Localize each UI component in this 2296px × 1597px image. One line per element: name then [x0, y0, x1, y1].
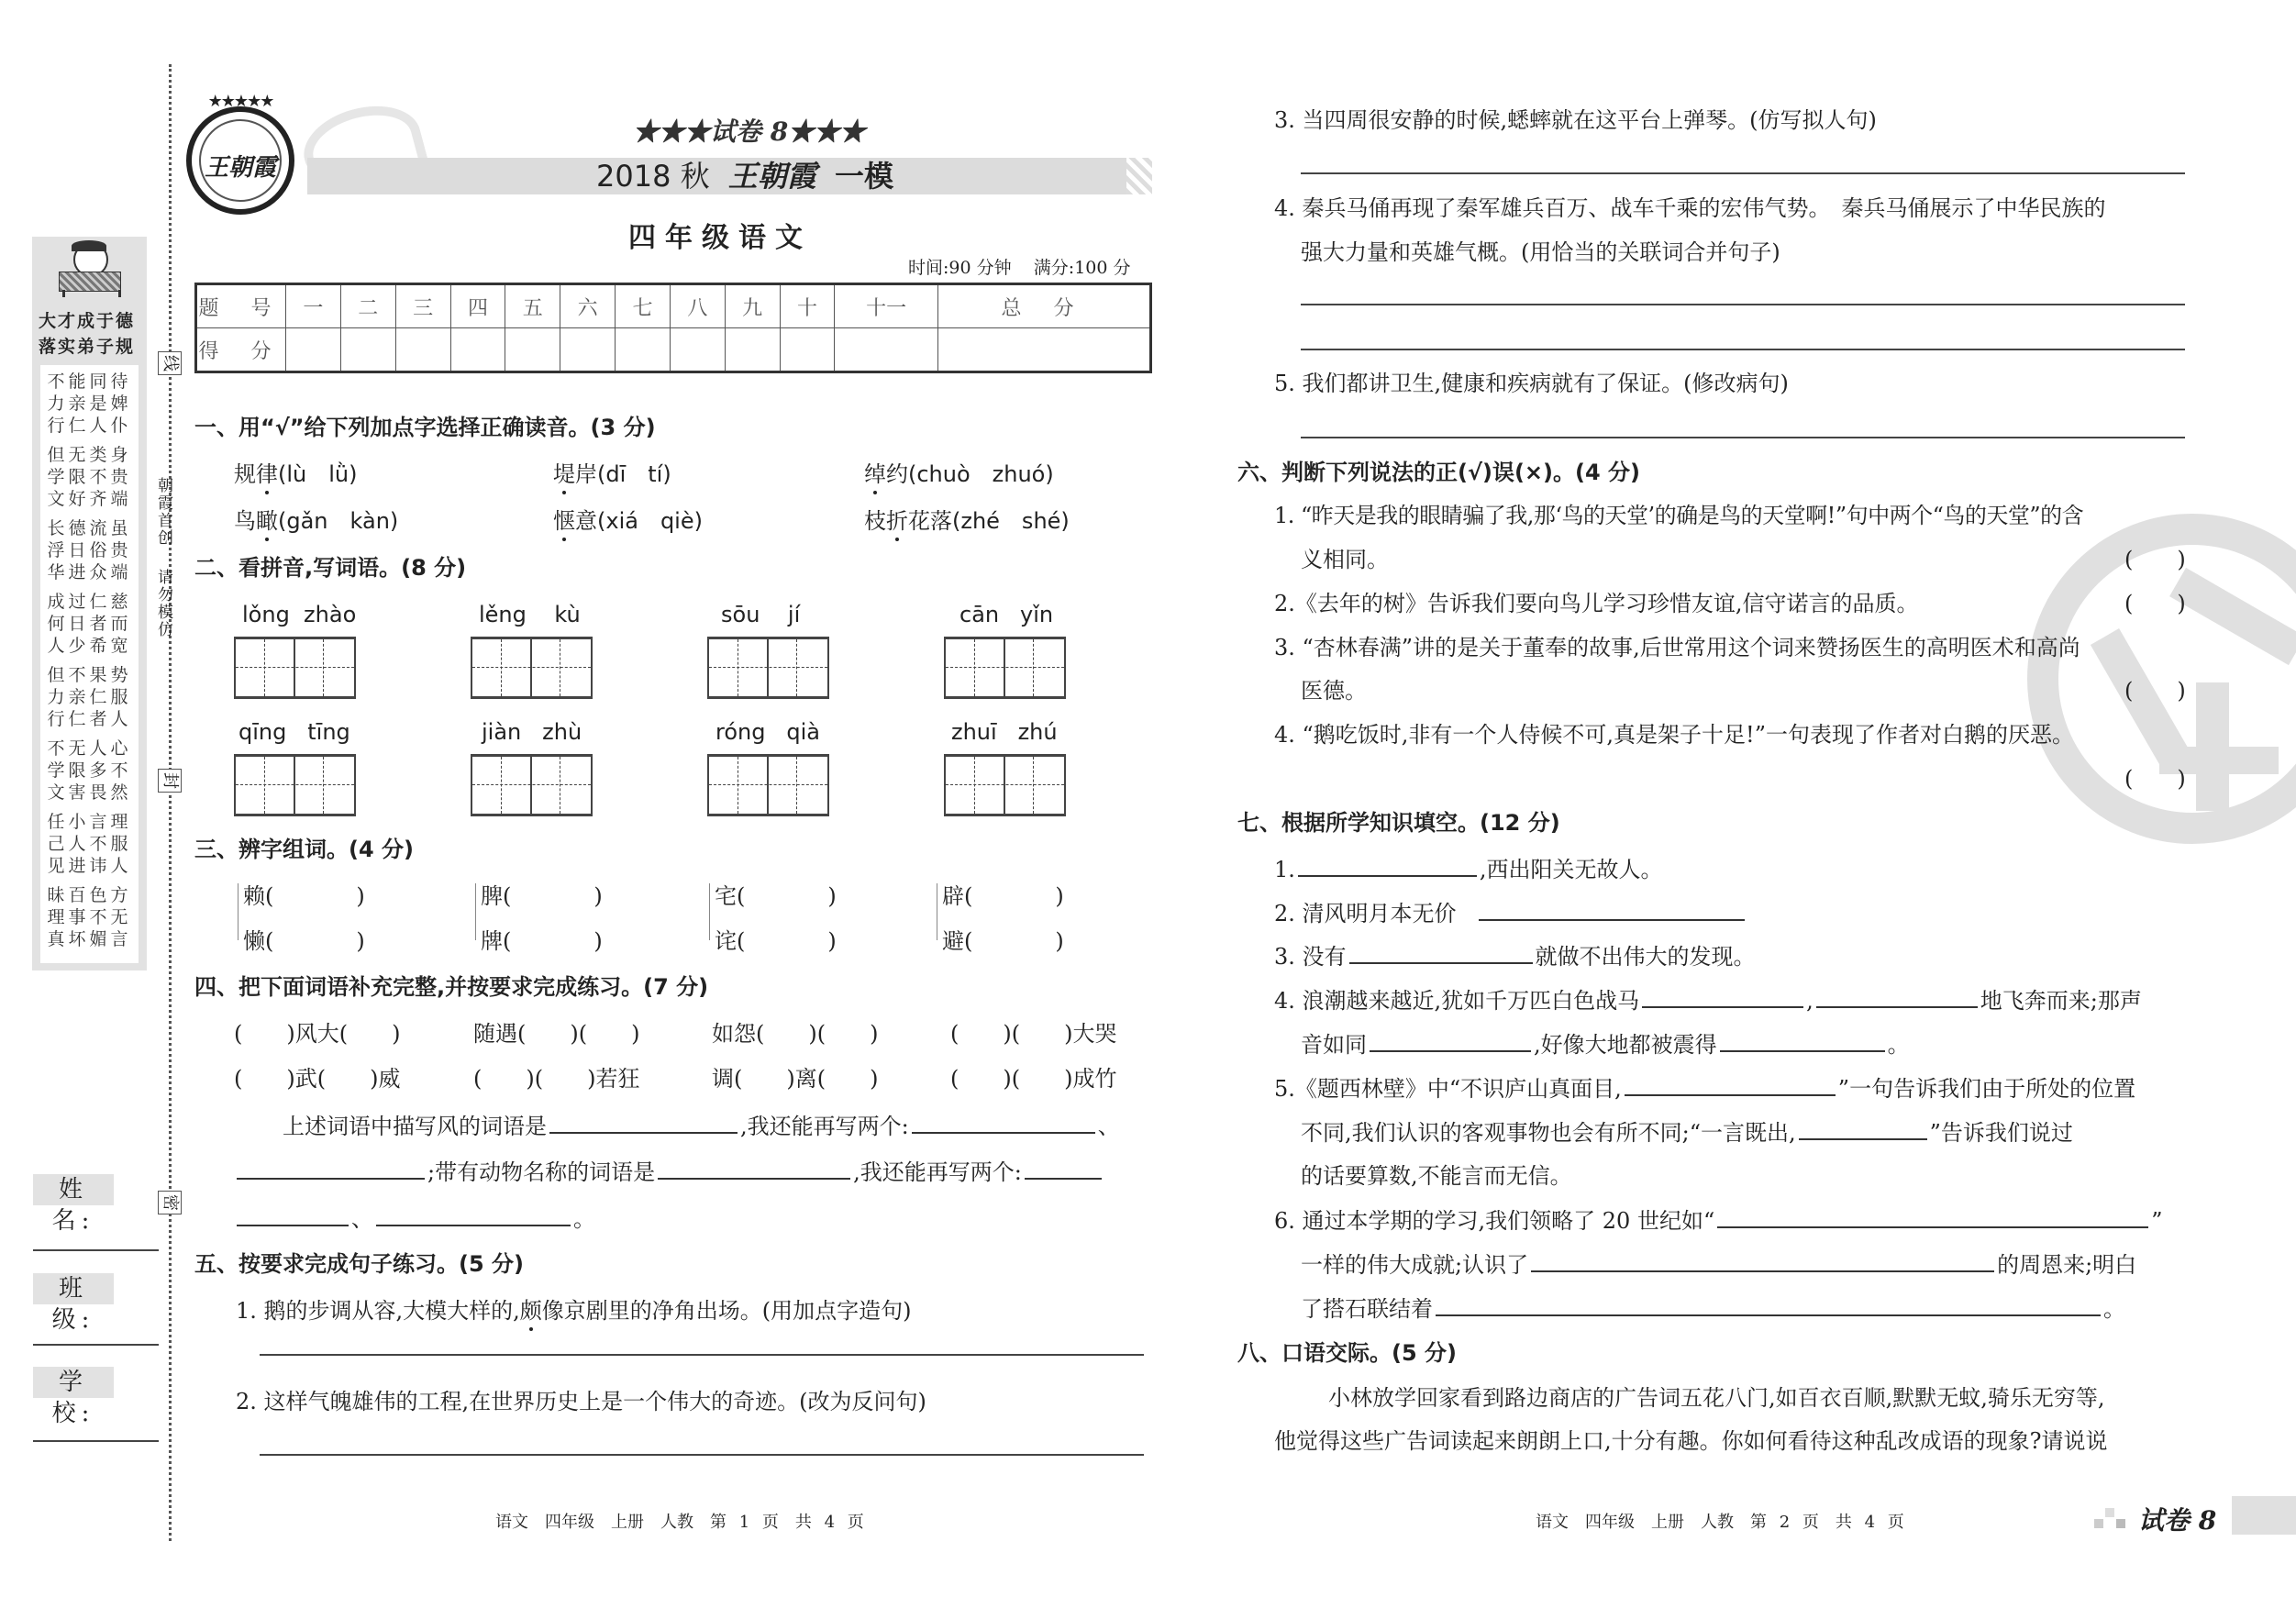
- pair-brace: [709, 883, 710, 940]
- binding-mark-secret: 密: [158, 1191, 182, 1214]
- title-year: 2018 秋: [596, 159, 710, 194]
- question-5-3: 3. 当四周很安静的时候,蟋蟀就在这平台上弹琴。(仿写拟人句): [1274, 107, 1877, 133]
- fill-item-cont: 了搭石联结着 。: [1301, 1296, 2125, 1322]
- answer-blank[interactable]: [1531, 1250, 1994, 1272]
- brand-logo: [186, 92, 294, 215]
- header-cell: 十一: [835, 284, 937, 328]
- judgement-answer[interactable]: ( ): [2124, 766, 2186, 792]
- score-cell[interactable]: [725, 328, 780, 372]
- cartoon-student-icon: [57, 240, 121, 303]
- word-group-item[interactable]: 脾( ): [481, 883, 603, 909]
- pinyin-options[interactable]: (lù lǜ): [278, 461, 358, 487]
- pronunciation-item: 惬意(xiá qiè): [553, 508, 703, 534]
- answer-blank[interactable]: [1436, 1294, 2101, 1316]
- idiom-fill[interactable]: ( )风大( ): [234, 1021, 401, 1047]
- section-7-title: 七、根据所学知识填空。(12 分): [1237, 810, 1560, 836]
- pronunciation-item: 绰约(chuò zhuó): [864, 461, 1054, 487]
- verse-row: 文害畏然: [47, 782, 132, 803]
- verse-row: 昧百色方: [47, 885, 132, 905]
- pinyin-options[interactable]: (dī tí): [597, 461, 671, 487]
- answer-line[interactable]: [260, 1454, 1144, 1456]
- section-6-title: 六、判断下列说法的正(√)误(×)。(4 分): [1237, 460, 1640, 485]
- fill-item: 5.《题西林壁》中“不识庐山真面目, ”一句告诉我们由于所处的位置: [1274, 1076, 2136, 1102]
- word-group-item[interactable]: 牌( ): [481, 928, 603, 954]
- school-label: 学 校:: [33, 1367, 114, 1398]
- fill-item: 1. ,西出阳关无故人。: [1274, 857, 1663, 882]
- pinyin-label: lěng kù: [479, 602, 581, 627]
- verse-row: 力亲是婢: [47, 394, 132, 414]
- score-cell[interactable]: [616, 328, 671, 372]
- verse-row: 人少希宽: [47, 636, 132, 656]
- section-1-title: 一、用“√”给下列加点字选择正确读音。(3 分): [194, 415, 656, 440]
- verse-block: [40, 591, 139, 657]
- pinyin-label: lǒng zhào: [242, 602, 357, 627]
- header-cell: 九: [725, 284, 780, 328]
- writing-grid[interactable]: [944, 637, 1066, 699]
- verse-block: [40, 811, 139, 877]
- question-5-5: 5. 我们都讲卫生,健康和疾病就有了保证。(修改病句): [1274, 371, 1789, 396]
- judgement-item: 3. “杏林春满”讲的是关于董奉的故事,后世常用这个词来赞扬医生的高明医术和高尚: [1274, 635, 2080, 660]
- header-cell: 八: [670, 284, 725, 328]
- oral-prompt: 他觉得这些广告词读起来朗朗上口,十分有趣。你如何看待这种乱改成语的现象?请说说: [1274, 1428, 2108, 1454]
- question-5-4: 4. 秦兵马俑再现了秦军雄兵百万、战车千乘的宏伟气势。 秦兵马俑展示了中华民族的: [1274, 195, 2106, 221]
- word-group-item[interactable]: 避( ): [942, 928, 1064, 954]
- fill-item: 6. 通过本学期的学习,我们领略了 20 世纪如“ ”: [1274, 1208, 2163, 1234]
- judgement-item: 2.《去年的树》告诉我们要向鸟儿学习珍惜友谊,信守诺言的品质。: [1274, 591, 1919, 616]
- verse-row: 行仁人仆: [47, 416, 132, 436]
- idiom-fill[interactable]: ( )武( )威: [234, 1066, 401, 1092]
- answer-blank[interactable]: [549, 1112, 738, 1134]
- motto-line: 落实弟子规: [39, 337, 136, 357]
- answer-blank[interactable]: [1816, 986, 1978, 1008]
- question-5-4-cont: 强大力量和英雄气概。(用恰当的关联词合并句子): [1301, 239, 1780, 265]
- answer-line[interactable]: [1301, 304, 2185, 305]
- pinyin-label: zhuī zhú: [951, 719, 1058, 745]
- answer-blank[interactable]: [376, 1204, 571, 1226]
- star-icon: ★★★★★: [207, 92, 273, 111]
- question-5-2: 2. 这样气魄雄伟的工程,在世界历史上是一个伟大的奇迹。(改为反问句): [236, 1389, 926, 1414]
- section-8-title: 八、口语交际。(5 分): [1237, 1340, 1457, 1366]
- header-cell: 二: [340, 284, 395, 328]
- pinyin-label: cān yǐn: [959, 602, 1054, 627]
- judgement-answer[interactable]: ( ): [2124, 547, 2186, 572]
- answer-blank[interactable]: [1025, 1158, 1102, 1180]
- header-cell: 十: [780, 284, 835, 328]
- verse-block: [40, 517, 139, 583]
- verse-row: 华进众端: [47, 562, 132, 582]
- score-cell[interactable]: [450, 328, 505, 372]
- answer-blank[interactable]: [1349, 942, 1533, 964]
- page-footer-1: 语文 四年级 上册 人教 第 1 页 共 4 页: [495, 1513, 864, 1532]
- score-table-header-row: [196, 284, 1151, 328]
- score-table: [194, 283, 1152, 373]
- verse-row: 学限多不: [47, 760, 132, 781]
- question-5-1: 1. 鹅的步调从容,大模大样的,颇像京剧里的净角出场。(用加点字造句): [236, 1298, 912, 1324]
- header-cell: 一: [286, 284, 341, 328]
- verse-row: 但不果势: [47, 665, 132, 685]
- score-cell[interactable]: [286, 328, 341, 372]
- header-cell: 总 分: [937, 284, 1150, 328]
- verse-row: 见进讳人: [47, 856, 132, 876]
- answer-blank[interactable]: [658, 1158, 850, 1180]
- header-cell: 题 号: [196, 284, 286, 328]
- idiom-fill[interactable]: ( )( )成竹: [950, 1066, 1117, 1092]
- score-cell[interactable]: [937, 328, 1150, 372]
- copyright-note: 请勿模仿: [154, 569, 172, 638]
- verse-row: 真坏媚言: [47, 929, 132, 949]
- name-field[interactable]: [33, 1249, 159, 1251]
- score-cell[interactable]: [670, 328, 725, 372]
- binding-mark-line: 线: [158, 351, 182, 375]
- writing-grid[interactable]: [234, 637, 356, 699]
- idiom-fill[interactable]: ( )( )大哭: [950, 1021, 1117, 1047]
- dotted-char: 绰: [864, 461, 886, 487]
- pinyin-options[interactable]: (zhé shé): [952, 508, 1070, 534]
- fill-item-cont: 的话要算数,不能言而无信。: [1301, 1163, 1572, 1189]
- exam-title: [596, 160, 893, 193]
- exam-time: [908, 257, 1131, 279]
- verse-row: 不无人心: [47, 738, 132, 759]
- word-group-item[interactable]: 辟( ): [942, 883, 1064, 909]
- score-cell[interactable]: [340, 328, 395, 372]
- pinyin-options[interactable]: (chuò zhuó): [908, 461, 1054, 487]
- pronunciation-item: 堤岸(dī tí): [553, 461, 671, 487]
- pinyin-options[interactable]: (gǎn kàn): [278, 508, 399, 534]
- fill-item-cont: 一样的伟大成就;认识了 的周恩来;明白: [1301, 1252, 2137, 1278]
- verse-row: 但无类身: [47, 445, 132, 465]
- header-cell: 四: [450, 284, 505, 328]
- section-5-title: 五、按要求完成句子练习。(5 分): [194, 1251, 524, 1277]
- pinyin-label: sōu jí: [721, 602, 801, 627]
- dotted-char: 折: [886, 508, 908, 534]
- answer-blank[interactable]: [1642, 986, 1803, 1008]
- dotted-char: 律: [256, 461, 278, 487]
- verse-row: 己人不服: [47, 834, 132, 854]
- judgement-item-cont: 医德。: [1301, 678, 1367, 704]
- page-footer-2: 语文 四年级 上册 人教 第 2 页 共 4 页: [1536, 1513, 1904, 1532]
- word-group-item[interactable]: 懒( ): [243, 928, 365, 954]
- section-4-title: 四、把下面词语补充完整,并按要求完成练习。(7 分): [194, 974, 709, 1000]
- logo-lettering: 王朝霞: [204, 154, 276, 182]
- binding-dotted-line: [169, 64, 172, 1541]
- section-4-paragraph: 、 。: [234, 1204, 595, 1233]
- verse-row: 长德流虽: [47, 518, 132, 538]
- dotted-char: 瞰: [256, 508, 278, 534]
- verse-row: 文好齐端: [47, 489, 132, 509]
- idiom-fill[interactable]: 随遇( )( ): [473, 1021, 640, 1047]
- answer-line[interactable]: [1301, 172, 2185, 174]
- score-cell[interactable]: [835, 328, 937, 372]
- header-cell: 六: [560, 284, 616, 328]
- motto-line: 大才成于德: [39, 311, 136, 331]
- answer-blank[interactable]: [1625, 1074, 1836, 1096]
- idiom-fill[interactable]: 调( )离( ): [712, 1066, 879, 1092]
- class-label: 班 级:: [33, 1273, 114, 1304]
- time-limit: 时间:90 分钟: [908, 258, 1012, 278]
- pinyin-options[interactable]: (xiá qiè): [597, 508, 703, 534]
- title-suffix: 一模: [834, 159, 893, 194]
- score-cell[interactable]: [395, 328, 450, 372]
- writing-grid[interactable]: [471, 754, 593, 816]
- verse-row: 行仁者人: [47, 709, 132, 729]
- pronunciation-item: 枝折花落(zhé shé): [864, 508, 1070, 534]
- header-cell: 五: [505, 284, 560, 328]
- title-brand: 王朝霞: [727, 159, 816, 194]
- copyright-note: 朝霞首创: [154, 477, 172, 547]
- answer-line[interactable]: [260, 1354, 1144, 1356]
- section-4-paragraph: 上述词语中描写风的词语是 ,我还能再写两个: 、: [283, 1114, 1120, 1139]
- section-4-paragraph: ;带有动物名称的词语是 ,我还能再写两个:: [234, 1158, 1104, 1186]
- score-cell[interactable]: [780, 328, 835, 372]
- writing-grid[interactable]: [944, 754, 1066, 816]
- writing-grid[interactable]: [471, 637, 593, 699]
- dotted-char: 惬: [553, 508, 575, 534]
- pinyin-label: qīng tīng: [238, 719, 350, 745]
- row-label: 得 分: [196, 328, 286, 372]
- writing-grid[interactable]: [707, 754, 829, 816]
- fill-item-cont: 音如同 ,好像大地都被震得 。: [1301, 1032, 1910, 1058]
- full-score: 满分:100 分: [1033, 258, 1131, 278]
- fill-item-cont: 不同,我们认识的客观事物也会有所不同;“一言既出, ”告诉我们说过: [1301, 1120, 2073, 1146]
- verse-row: 成过仁慈: [47, 592, 132, 612]
- verse-row: 理事不无: [47, 907, 132, 927]
- verse-block: [40, 444, 139, 510]
- judgement-item-cont: 义相同。: [1301, 547, 1389, 572]
- subject-title: 四年级语文: [628, 222, 812, 254]
- exam-badge: [2094, 1501, 2296, 1536]
- pinyin-label: róng qià: [715, 719, 820, 745]
- writing-grid[interactable]: [707, 637, 829, 699]
- oral-prompt: 小林放学回家看到路边商店的广告词五花八门,如百衣百顺,默默无蚊,骑乐无穷等,: [1328, 1385, 2105, 1411]
- answer-blank[interactable]: [1479, 899, 1745, 921]
- answer-blank[interactable]: [1720, 1030, 1885, 1052]
- pair-brace: [475, 883, 476, 940]
- class-field[interactable]: [33, 1344, 159, 1346]
- answer-blank[interactable]: [1717, 1206, 2148, 1228]
- exam-badge-label: 试卷 8: [2138, 1505, 2217, 1536]
- answer-blank[interactable]: [1799, 1118, 1927, 1140]
- verse-row: 任小言理: [47, 812, 132, 832]
- verse-block: [40, 738, 139, 804]
- fill-item: 2. 清风明月本无价: [1274, 899, 1747, 927]
- judgement-item: 1. “昨天是我的眼睛骗了我,那‘鸟的天堂’的确是鸟的天堂啊!”句中两个“鸟的天堂”的含: [1274, 503, 2084, 528]
- judgement-item: 4. “鹅吃饭时,非有一个人侍候不可,真是架子十足!”一句表现了作者对白鹅的厌恶。: [1274, 722, 2074, 748]
- word-group-item[interactable]: 赖( ): [243, 883, 365, 909]
- answer-blank[interactable]: [237, 1158, 425, 1180]
- banner-pattern: [1126, 158, 1152, 194]
- dizigui-verses: [40, 365, 139, 963]
- word-group-item[interactable]: 诧( ): [715, 928, 837, 954]
- fill-item: 4. 浪潮越来越近,犹如千万匹白色战马 , 地飞奔而来;那声: [1274, 988, 2142, 1014]
- dotted-char: 颇: [519, 1298, 542, 1324]
- answer-blank[interactable]: [237, 1204, 349, 1226]
- header-cell: 三: [395, 284, 450, 328]
- answer-blank[interactable]: [1298, 855, 1477, 877]
- answer-blank[interactable]: [1370, 1030, 1531, 1052]
- section-3-title: 三、辨字组词。(4 分): [194, 837, 414, 862]
- pronunciation-item: 规律(lù lǜ): [234, 461, 358, 487]
- verse-block: [40, 664, 139, 730]
- verse-block: [40, 884, 139, 950]
- pinyin-label: jiàn zhù: [482, 719, 582, 745]
- writing-grid[interactable]: [234, 754, 356, 816]
- answer-line[interactable]: [1301, 437, 2185, 438]
- dotted-char: 堤: [553, 461, 575, 487]
- verse-block: [40, 371, 139, 437]
- idiom-fill[interactable]: 如怨( )( ): [712, 1021, 879, 1047]
- binding-mark-seal: 封: [158, 769, 182, 793]
- answer-line[interactable]: [1301, 349, 2185, 350]
- header-cell: 七: [616, 284, 671, 328]
- score-cell[interactable]: [560, 328, 616, 372]
- answer-blank[interactable]: [912, 1112, 1095, 1134]
- verse-row: 不能同待: [47, 372, 132, 392]
- score-cell[interactable]: [505, 328, 560, 372]
- verse-row: 力亲仁服: [47, 687, 132, 707]
- fill-item: 3. 没有 就做不出伟大的发现。: [1274, 944, 1756, 970]
- verse-row: 何日者而: [47, 614, 132, 634]
- word-group-item[interactable]: 宅( ): [715, 883, 837, 909]
- score-table-score-row: [196, 328, 1151, 372]
- name-label: 姓 名:: [33, 1174, 114, 1205]
- pronunciation-item: 鸟瞰(gǎn kàn): [234, 508, 399, 534]
- exam-number: ★★★试卷 8★★★: [633, 116, 866, 147]
- judgement-answer[interactable]: ( ): [2124, 591, 2186, 616]
- verse-row: 浮日俗贵: [47, 540, 132, 560]
- judgement-answer[interactable]: ( ): [2124, 678, 2186, 704]
- idiom-fill[interactable]: ( )( )若狂: [473, 1066, 640, 1092]
- school-field[interactable]: [33, 1440, 159, 1442]
- section-2-title: 二、看拼音,写词语。(8 分): [194, 555, 467, 581]
- verse-row: 学限不贵: [47, 467, 132, 487]
